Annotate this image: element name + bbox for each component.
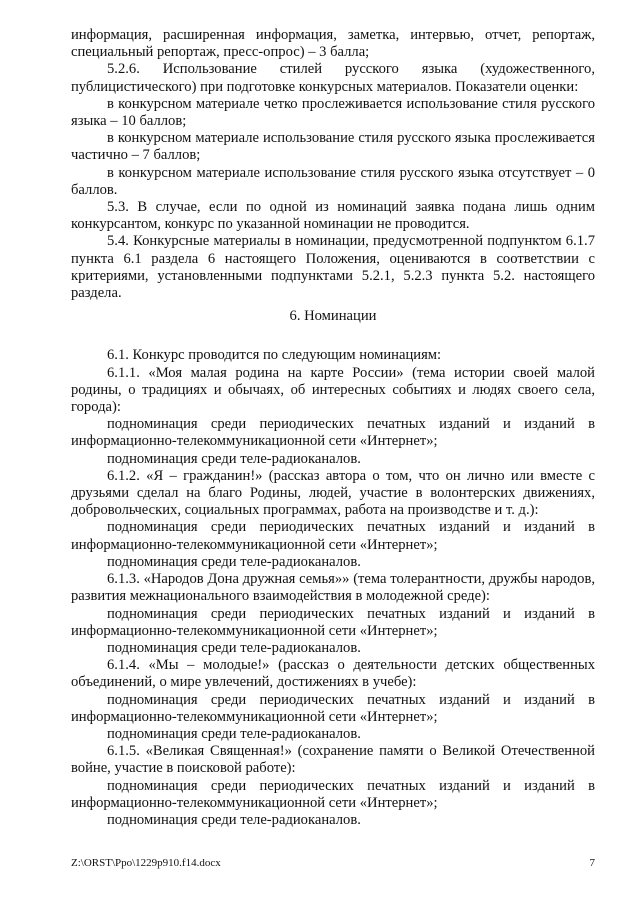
paragraph: подноминация среди теле-радиоканалов. [107,811,361,828]
paragraph: в конкурсном материале использование стиля русского языка прослеживается частично – 7 баллов; [71,130,595,164]
paragraph: подноминация среди периодических печатных изданий и изданий в информационно-телекоммуникационной сети «Интернет»; [71,605,595,639]
paragraph: 6.1.2. «Я – гражданин!» (рассказ автора о том, что он лично или вместе с друзьями сделал на благо Родины, людей, участие в волонтерских движениях, добровольческих, социальных программах, работа на производстве и т. д.): [71,467,595,519]
paragraph: подноминация среди периодических печатных изданий и изданий в информационно-телекоммуникационной сети «Интернет»; [71,519,595,553]
paragraph: информация, расширенная информация, заметка, интервью, отчет, репортаж, специальный репортаж, пресс-опрос) – 3 балла; [71,27,595,61]
paragraph: 5.3. В случае, если по одной из номинаций заявка подана лишь одним конкурсантом, конкурс по указанной номинации не проводится. [71,199,595,233]
paragraph: подноминация среди теле-радиоканалов. [107,639,361,656]
paragraph: подноминация среди периодических печатных изданий и изданий в информационно-телекоммуникационной сети «Интернет»; [71,777,595,811]
page-footer [71,857,595,870]
paragraph: 6.1.1. «Моя малая родина на карте России» (тема истории своей малой родины, о традициях и обычаях, об интересных событиях и людях своего села, города): [71,364,595,416]
paragraph: в конкурсном материале использование стиля русского языка отсутствует – 0 баллов. [71,164,595,198]
document-page [71,27,595,829]
paragraph: 5.4. Конкурсные материалы в номинации, предусмотренной подпунктом 6.1.7 пункта 6.1 раздела 6 настоящего Положения, оцениваются в соответствии с критериями, установленными подпунктами 5.2.1, 5.2.3 пункта 5.2. настоящего раздела. [71,233,595,302]
paragraph: 6.1.5. «Великая Священная!» (сохранение памяти о Великой Отечественной войне, участие в поисковой работе): [71,743,595,777]
paragraph: подноминация среди периодических печатных изданий и изданий в информационно-телекоммуникационной сети «Интернет»; [71,691,595,725]
paragraph: подноминация среди периодических печатных изданий и изданий в информационно-телекоммуникационной сети «Интернет»; [71,416,595,450]
paragraph: 6.1.3. «Народов Дона дружная семья»» (тема толерантности, дружбы народов, развития межнационального взаимодействия в молодежной среде): [71,571,595,605]
paragraph: подноминация среди теле-радиоканалов. [107,450,361,467]
paragraph: подноминация среди теле-радиоканалов. [107,725,361,742]
paragraph: 5.2.6. Использование стилей русского языка (художественного, публицистического) при подготовке конкурсных материалов. Показатели оценки: [71,61,595,95]
paragraph: 6.1.4. «Мы – молодые!» (рассказ о деятельности детских общественных объединений, о мире увлечений, достижениях в учебе): [71,657,595,691]
paragraph: подноминация среди теле-радиоканалов. [107,553,361,570]
footer-file-path: Z:\ORST\Ppo\1229p910.f14.docx [71,857,221,869]
page-number: 7 [589,857,595,869]
section-heading: 6. Номинации [289,308,377,325]
paragraph: 6.1. Конкурс проводится по следующим номинациям: [107,347,442,364]
paragraph: в конкурсном материале четко прослеживается использование стиля русского языка – 10 баллов; [71,95,595,130]
